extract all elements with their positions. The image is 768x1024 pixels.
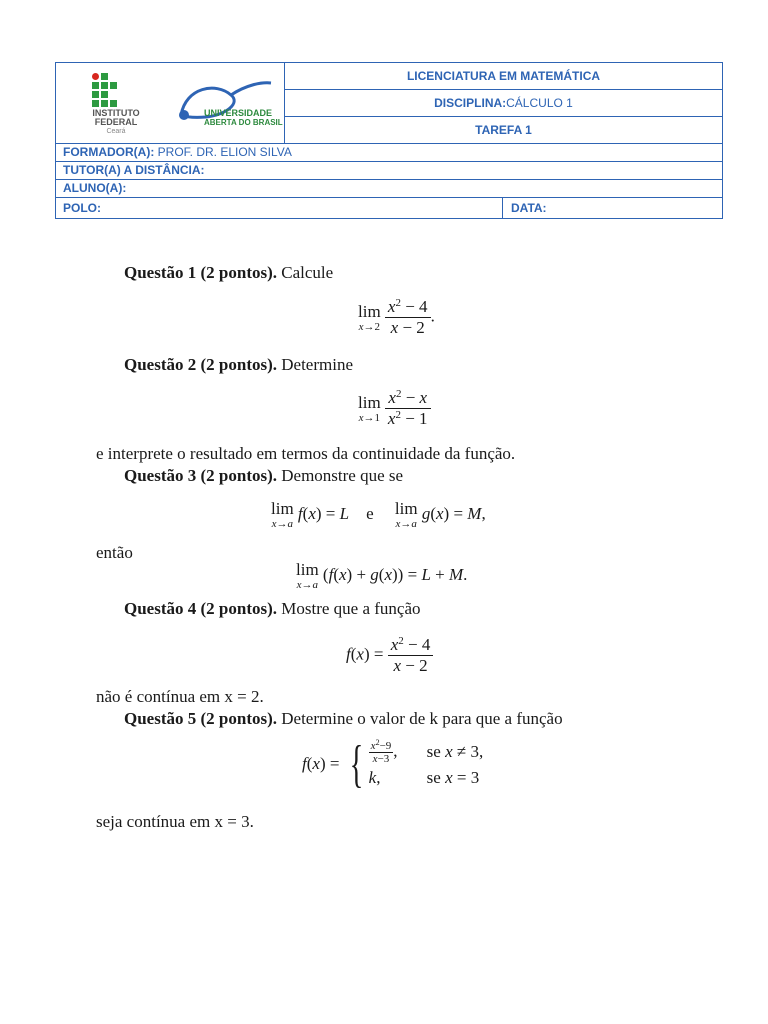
q5-formula: f(x) = { $\frac{x^2-9}{x-3}$ , se x ≠ 3, k, se x = 3 xyxy=(302,736,484,793)
question-5: Questão 5 (2 pontos). Determine o valor de k para que a função xyxy=(124,709,563,728)
q4-after: não é contínua em x = 2. xyxy=(96,687,264,706)
question-4: Questão 4 (2 pontos). Mostre que a função xyxy=(124,599,421,618)
q3-conclusion-formula: lim x→a (f(x) + g(x)) = L + M. xyxy=(296,560,468,591)
question-3: Questão 3 (2 pontos). Demonstre que se xyxy=(124,466,404,485)
course-cell: LICENCIATURA EM MATEMÁTICA xyxy=(406,69,601,83)
discipline-cell: DISCIPLINA: CÁLCULO 1 xyxy=(285,89,722,116)
uab-name: UNIVERSIDADE ABERTA DO BRASIL xyxy=(204,108,283,127)
trainer-row: FORMADOR(A): PROF. DR. ELION SILVA xyxy=(63,145,292,159)
q5-after: seja contínua em x = 3. xyxy=(96,812,254,831)
logos-cell xyxy=(56,63,285,143)
polo-date-row xyxy=(56,197,722,218)
q3-after: então xyxy=(96,543,133,562)
question-2: Questão 2 (2 pontos). Determine xyxy=(124,355,354,374)
q1-formula: lim x→2 $\frac{x^2 - 4}{x - 2}$ . xyxy=(358,297,435,337)
header-table xyxy=(55,62,723,219)
question-1: Questão 1 (2 pontos). Calcule xyxy=(124,263,334,282)
q2-after: e interprete o resultado em termos da continuidade da função. xyxy=(96,444,516,463)
tutor-row: TUTOR(A) A DISTÂNCIA: xyxy=(56,161,722,179)
q2-formula: lim x→1 $\frac{x^2 - x}{x^2 - 1}$ xyxy=(358,388,431,429)
polo-field: POLO: xyxy=(56,198,503,218)
student-row: ALUNO(A): xyxy=(56,179,722,197)
q3-hypothesis-formula: lim x→a f(x) = L e lim x→a g(x) = M, xyxy=(271,499,486,530)
task-cell: TAREFA 1 xyxy=(285,116,722,143)
date-field: DATA: xyxy=(511,201,547,215)
q4-formula: f(x) = $\frac{x^2 - 4}{x - 2}$ xyxy=(346,635,433,676)
instituto-federal-name: INSTITUTO FEDERAL Ceará xyxy=(92,108,140,135)
